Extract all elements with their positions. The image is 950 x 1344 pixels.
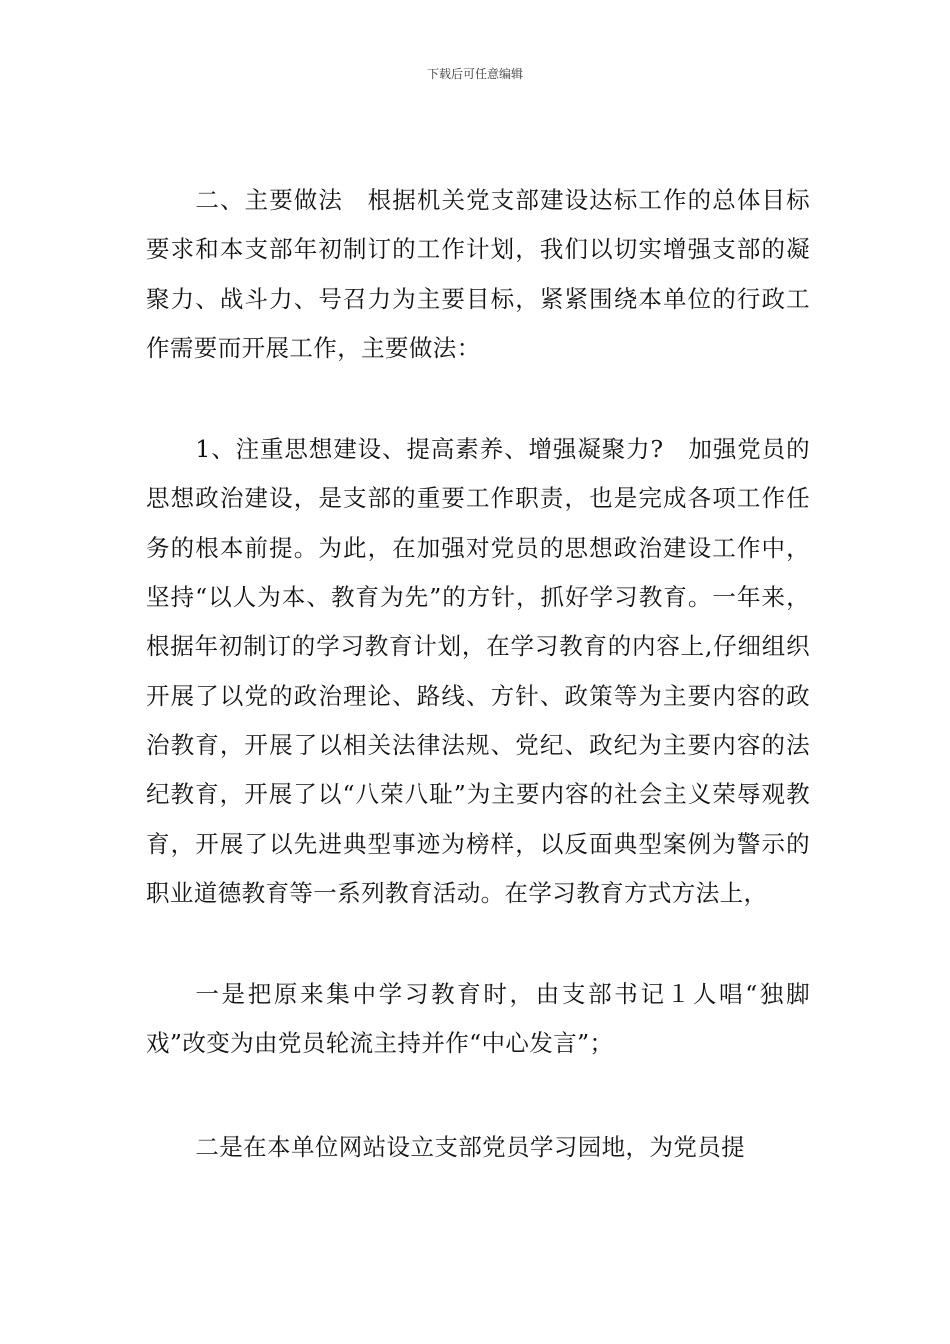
paragraph-ideological-building: 1、注重思想建设、提高素养、增强凝聚力? 加强党员的思想政治建设，是支部的重要工作职责，也是完成各项工作任务的根本前提。为此，在加强对党员的思想政治建设工作中，坚持“以人为本、教育为先”的方针，抓好学习教育。一年来，根据年初制订的学习教育计划，在学习教育的内容上,仔细组织开展了以党的政治理论、路线、方针、政策等为主要内容的政治教育，开展了以相关法律法规、党纪、政纪为主要内容的法纪教育，开展了以“八荣八耻”为主要内容的社会主义荣辱观教育，开展了以先进典型事迹为榜样，以反面典型案例为警示的职业道德教育等一系列教育活动。在学习教育方式方法上， [146, 435, 810, 907]
page-header: 下载后可任意编辑 [426, 67, 523, 81]
paragraph-main-approach: 二、主要做法 根据机关党支部建设达标工作的总体目标要求和本支部年初制订的工作计划，我们以切实增强支部的凝聚力、战斗力、号召力为主要目标，紧紧围绕本单位的行政工作需要而开展工作，主要做法： [146, 186, 810, 362]
paragraph-measure-one: 一是把原来集中学习教育时，由支部书记１人唱“独脚戏”改变为由党员轮流主持并作“中心发言”； [146, 980, 810, 1058]
document-body [146, 176, 810, 1172]
paragraph-measure-two: 二是在本单位网站设立支部党员学习园地，为党员提 [195, 1132, 746, 1161]
